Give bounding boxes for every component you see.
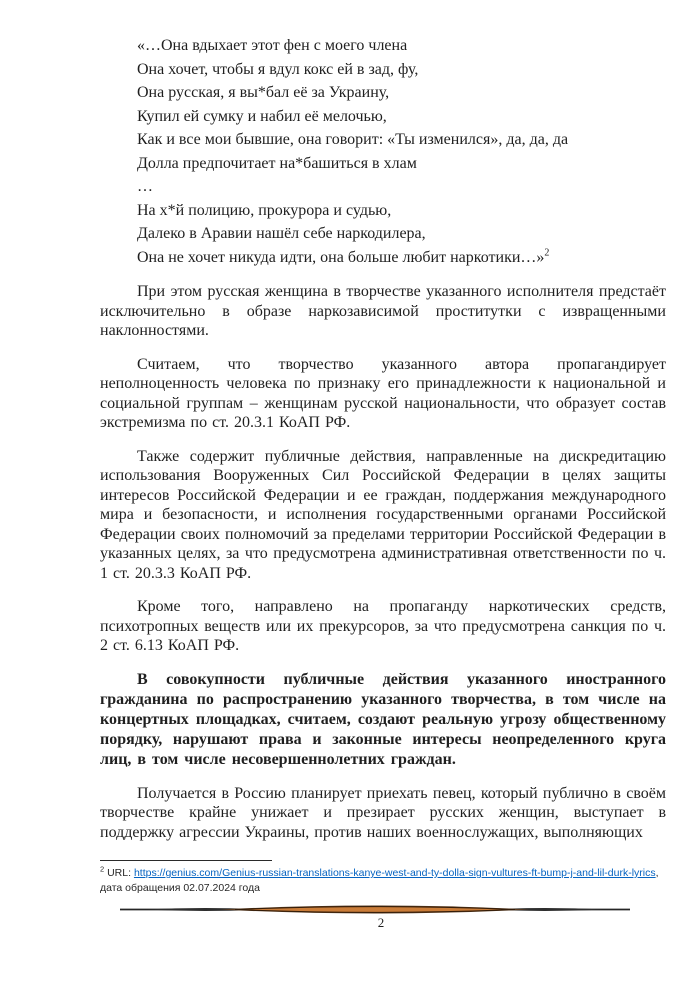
footnote-prefix: URL: [104, 867, 134, 879]
lyric-line: Долла предпочитает на*башиться в хлам [137, 154, 417, 172]
page-number: 2 [377, 915, 385, 930]
lyric-line: Она хочет, чтобы я вдул кокс ей в зад, фу, [137, 60, 419, 78]
lyric-line: На х*й полицию, прокурора и судью, [137, 201, 392, 219]
lyric-line: … [137, 178, 153, 195]
lyric-line: «…Она вдыхает этот фен с моего члена [137, 37, 408, 54]
footnote-url-link[interactable]: https://genius.com/Genius-russian-translations-kanye-west-and-ty-dolla-sign-vultures-ft-bump-j-and-lil-durk-lyrics [133, 867, 656, 879]
footnote-reference-mark: 2 [544, 247, 550, 259]
paragraph-discreditation: Также содержит публичные действия, направленные на дискредитацию использования Вооруженных Сил Российской Федерации в целях защиты интересов Российской Федерации и ее граждан, поддержания международного мира и безопасности, и исполнения государственными органами Российской Федерации своих полномочий за пределами территории Российской Федерации в указанных целях, за что предусмотрена административная ответственности по ч. 1 ст. 20.3.3 КоАП РФ. [100, 447, 666, 582]
paragraph-female-image: При этом русская женщина в творчестве указанного исполнителя предстаёт исключительно в образе наркозависимой проститутки с извращенными наклонностями. [100, 283, 666, 339]
lyric-line-text: Она не хочет никуда идти, она больше любит наркотики…» [137, 248, 545, 266]
footnote-separator-line [100, 860, 272, 861]
footnote-suffix: , дата обращения 02.07.2024 года [100, 867, 659, 894]
lyric-line: Как и все мои бывшие, она говорит: «Ты изменился», да, да, да [137, 131, 569, 148]
paragraph-extremism-claim: Считаем, что творчество указанного автора пропагандирует неполноценность человека по признаку его принадлежности к национальной и социальной группам – женщинам русской национальности, что образует состав экстремизма по ст. 20.3.1 КоАП РФ. [100, 355, 666, 431]
quoted-lyrics-block [137, 34, 666, 269]
footnote-marker: 2 [100, 864, 105, 874]
paragraph-singer-visit: Получается в Россию планирует приехать певец, который публично в своём творчестве крайне унижает и презирает русских женщин, выступает в поддержку агрессии Украины, против наших военнослужащих, выполняющих [100, 784, 666, 841]
paragraph-drug-propaganda: Кроме того, направлено на пропаганду наркотических средств, психотропных веществ или их прекурсоров, за что предусмотрена санкция по ч. 2 ст. 6.13 КоАП РФ. [100, 598, 666, 654]
lyric-line: Она русская, я вы*бал её за Украину, [137, 84, 390, 101]
footnote [100, 866, 662, 896]
lyric-line: Далеко в Аравии нашёл себе наркодилера, [137, 225, 426, 242]
paragraph-conclusion-bold: В совокупности публичные действия указанного иностранного гражданина по распространению указанного творчества, в том числе на концертных площадках, считаем, создают реальную угрозу общественному порядку, нарушают права и законные интересы неопределенного круга лиц, в том числе несовершеннолетних граждан. [100, 670, 666, 768]
lyric-line: Купил ей сумку и набил её мелочью, [137, 107, 387, 125]
lyric-line [137, 246, 666, 270]
